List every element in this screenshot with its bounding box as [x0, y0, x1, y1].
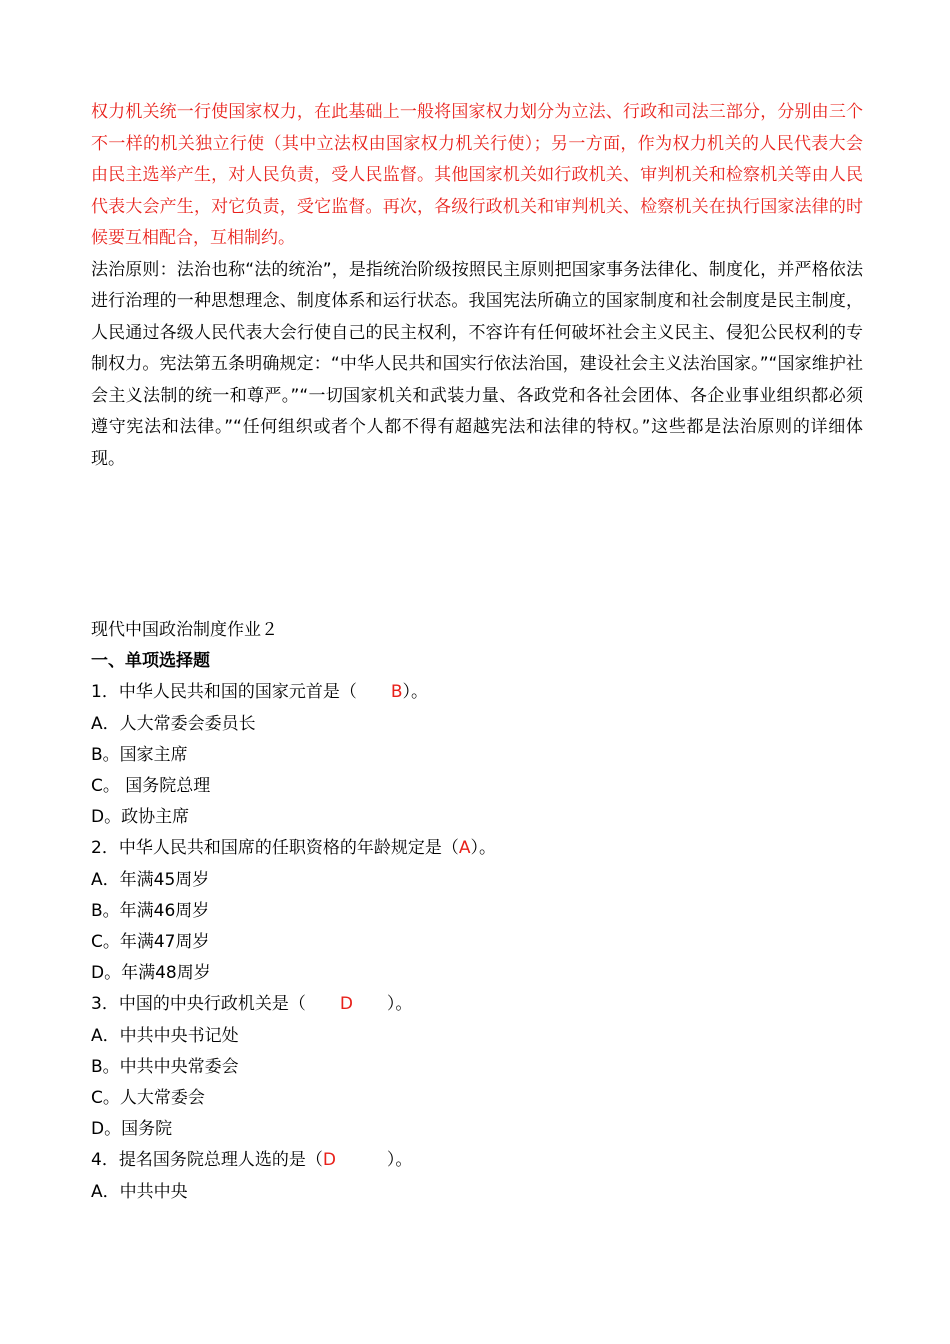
intro-paragraph: 权力机关统一行使国家权力，在此基础上一般将国家权力划分为立法、行政和司法三部分，分别由三个不一样的机关独立行使（其中立法权由国家权力机关行使）；另一方面，作为权力机关的人民代表大会由民主选举产生，对人民负责，受人民监督。其他国家机关如行政机关、审判机关和检察机关等由人民代表大会产生，对它负责，受它监督。再次，各级行政机关和审判机关、检察机关在执行国家法律的时候要互相配合，互相制约。: [91, 102, 863, 248]
option-c: C。年满47周岁: [91, 932, 210, 953]
option-d: D。国务院: [91, 1119, 173, 1140]
option-d: D。政协主席: [91, 807, 190, 828]
option-a: A．年满45周岁: [91, 869, 210, 890]
question-stem: 1．中华人民共和国的国家元首是（ B）。: [91, 682, 428, 703]
question-stem: 3．中国的中央行政机关是（ D ）。: [91, 994, 413, 1015]
assignment-title: 现代中国政治制度作业２: [91, 620, 278, 640]
question-1: [91, 677, 863, 833]
option-a: A．中共中央: [91, 1181, 188, 1202]
option-a: A．人大常委会委员长: [91, 713, 256, 734]
answer-mark: A: [458, 838, 471, 859]
document-page: [91, 97, 863, 1208]
option-b: B。年满46周岁: [91, 900, 210, 921]
option-b: B。中共中央常委会: [91, 1056, 239, 1077]
question-2: [91, 833, 863, 989]
answer-mark: B: [390, 682, 403, 703]
blank-space: [91, 475, 863, 615]
option-c: C。人大常委会: [91, 1088, 205, 1109]
question-stem: 4．提名国务院总理人选的是（D ）。: [91, 1150, 413, 1171]
option-c: C。 国务院总理: [91, 776, 211, 797]
question-stem: 2．中华人民共和国席的任职资格的年龄规定是（A）。: [91, 838, 496, 859]
option-a: A．中共中央书记处: [91, 1025, 239, 1046]
question-3: [91, 989, 863, 1145]
answer-mark: D: [339, 994, 353, 1015]
question-4: [91, 1145, 863, 1207]
option-b: B。国家主席: [91, 744, 188, 765]
rule-of-law-paragraph: 法治原则：法治也称“法的统治”，是指统治阶级按照民主原则把国家事务法律化、制度化，并严格依法进行治理的一种思想理念、制度体系和运行状态。我国宪法所确立的国家制度和社会制度是民主制度，人民通过各级人民代表大会行使自己的民主权利，不容许有任何破坏社会主义民主、侵犯公民权利的专制权力。宪法第五条明确规定：“中华人民共和国实行依法治国，建设社会主义法治国家。”“国家维护社会主义法制的统一和尊严。”“一切国家机关和武装力量、各政党和各社会团体、各企业事业组织都必须遵守宪法和法律。”“任何组织或者个人都不得有超越宪法和法律的特权。”这些都是法治原则的详细体现。: [91, 259, 863, 469]
section-title: 一、单项选择题: [91, 651, 210, 672]
option-d: D。年满48周岁: [91, 963, 211, 984]
answer-mark: D: [322, 1150, 336, 1171]
